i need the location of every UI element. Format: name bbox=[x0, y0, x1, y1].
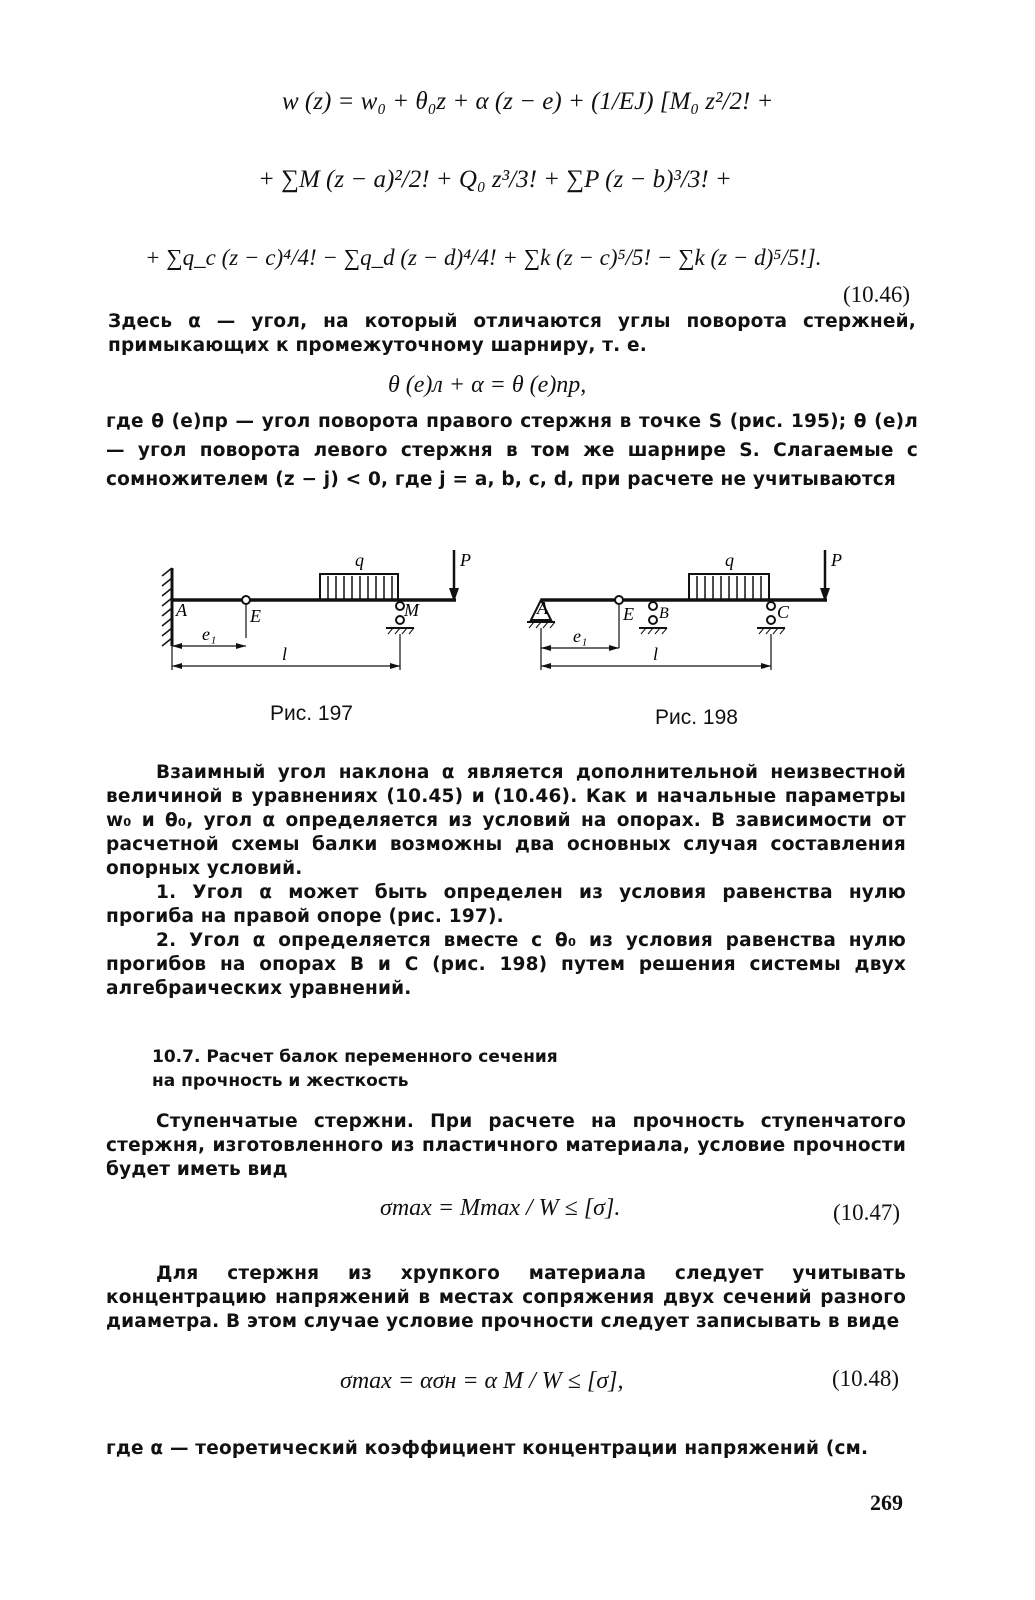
fig198-label-l: l bbox=[653, 644, 659, 664]
fig198-label-e: E bbox=[623, 604, 634, 624]
paragraph-alpha-definition: Здесь α — угол, на который отличаются углы поворота стержней, примыкающих к промежуточному шарниру, т. е. bbox=[108, 311, 916, 356]
fig197-label-m: M bbox=[404, 600, 419, 620]
fig198-label-p: P bbox=[831, 550, 842, 570]
figure-198-caption: Рис. 198 bbox=[655, 706, 738, 729]
paragraph-concentration-coefficient: где α — теоретический коэффициент концентрации напряжений (см. bbox=[106, 1438, 869, 1459]
paragraph-brittle-material: Для стержня из хрупкого материала следует учитывать концентрацию напряжений в местах сопряжения двух сечений разного диаметра. В этом случае условие прочности следует записывать в виде bbox=[106, 1263, 906, 1332]
paragraph-angle-notation: где θ (e)пр — угол поворота правого стержня в точке S (рис. 195); θ (e)л — угол поворота левого стержня в том же шарнире S. Слагаемые с сомножителем (z − j) < 0, где j = a, b, c, d, при расчете не учитываются bbox=[106, 411, 918, 490]
paragraph-stepped-bars bbox=[106, 1110, 906, 1182]
formula-10-46-line2: + ∑M (z − a)²/2! + Q₀ z³/3! + ∑P (z − b)³/3! + bbox=[258, 166, 732, 193]
fig198-label-a: A bbox=[537, 598, 548, 618]
fig197-label-p: P bbox=[460, 550, 471, 570]
figure-197-diagram bbox=[160, 548, 480, 678]
section-heading bbox=[152, 1045, 752, 1093]
fig198-label-e1: e₁ bbox=[573, 626, 588, 646]
formula-angle-relation: θ (e)л + α = θ (e)пр, bbox=[388, 372, 587, 398]
fig198-label-q: q bbox=[725, 550, 734, 570]
section-heading-line-2: на прочность и жесткость bbox=[152, 1071, 409, 1091]
figure-197-caption: Рис. 197 bbox=[270, 702, 353, 725]
formula-10-46-line1: w (z) = w₀ + θ₀z + α (z − e) + (1/EJ) [M₀ z²/2! + bbox=[282, 88, 774, 115]
paragraph-stepped-bars-lead: Ступенчатые стержни. bbox=[156, 1111, 415, 1132]
paragraph-stepped-bars-body: При расчете на прочность ступенчатого стержня, изготовленного из пластичного материала, условие прочности будет иметь вид bbox=[106, 1111, 906, 1180]
formula-10-46-line3: + ∑q_c (z − c)⁴/4! − ∑q_d (z − d)⁴/4! + ∑k (z − c)⁵/5! − ∑k (z − d)⁵/5!]. bbox=[145, 245, 822, 270]
formula-10-47-number: (10.47) bbox=[833, 1200, 901, 1225]
fig197-label-e: E bbox=[250, 606, 261, 626]
fig197-label-l: l bbox=[282, 644, 288, 664]
list-item-2: 2. Угол α определяется вместе с θ₀ из условия равенства нулю прогибов на опорах B и C (рис. 198) путем решения системы двух алгебраических уравнений. bbox=[106, 930, 906, 999]
figure-198-diagram bbox=[525, 548, 855, 678]
fig198-label-b: B bbox=[659, 605, 669, 622]
page-number: 269 bbox=[870, 1490, 903, 1515]
section-heading-line-1: 10.7. Расчет балок переменного сечения bbox=[152, 1047, 558, 1067]
formula-10-47: σmax = Mmax / W ≤ [σ]. bbox=[380, 1195, 621, 1221]
formula-10-48: σmax = ασн = α M / W ≤ [σ], bbox=[340, 1368, 624, 1394]
list-item-1: 1. Угол α может быть определен из условия равенства нулю прогиба на правой опоре (рис. 197). bbox=[106, 882, 906, 927]
fig197-label-e1: e₁ bbox=[202, 624, 217, 644]
fig198-label-c: C bbox=[777, 602, 790, 622]
fig197-label-q: q bbox=[355, 550, 364, 570]
formula-10-46-number: (10.46) bbox=[843, 282, 911, 307]
formula-10-48-number: (10.48) bbox=[832, 1366, 900, 1391]
paragraph-mutual-angle: Взаимный угол наклона α является дополнительной неизвестной величиной в уравнениях (10.45) и (10.46). Как и начальные параметры w₀ и θ₀, угол α определяется из условий на опорах. В зависимости от расчетной схемы балки возможны два основных случая составления опорных условий. bbox=[106, 762, 906, 879]
fig197-label-a: A bbox=[176, 600, 187, 620]
